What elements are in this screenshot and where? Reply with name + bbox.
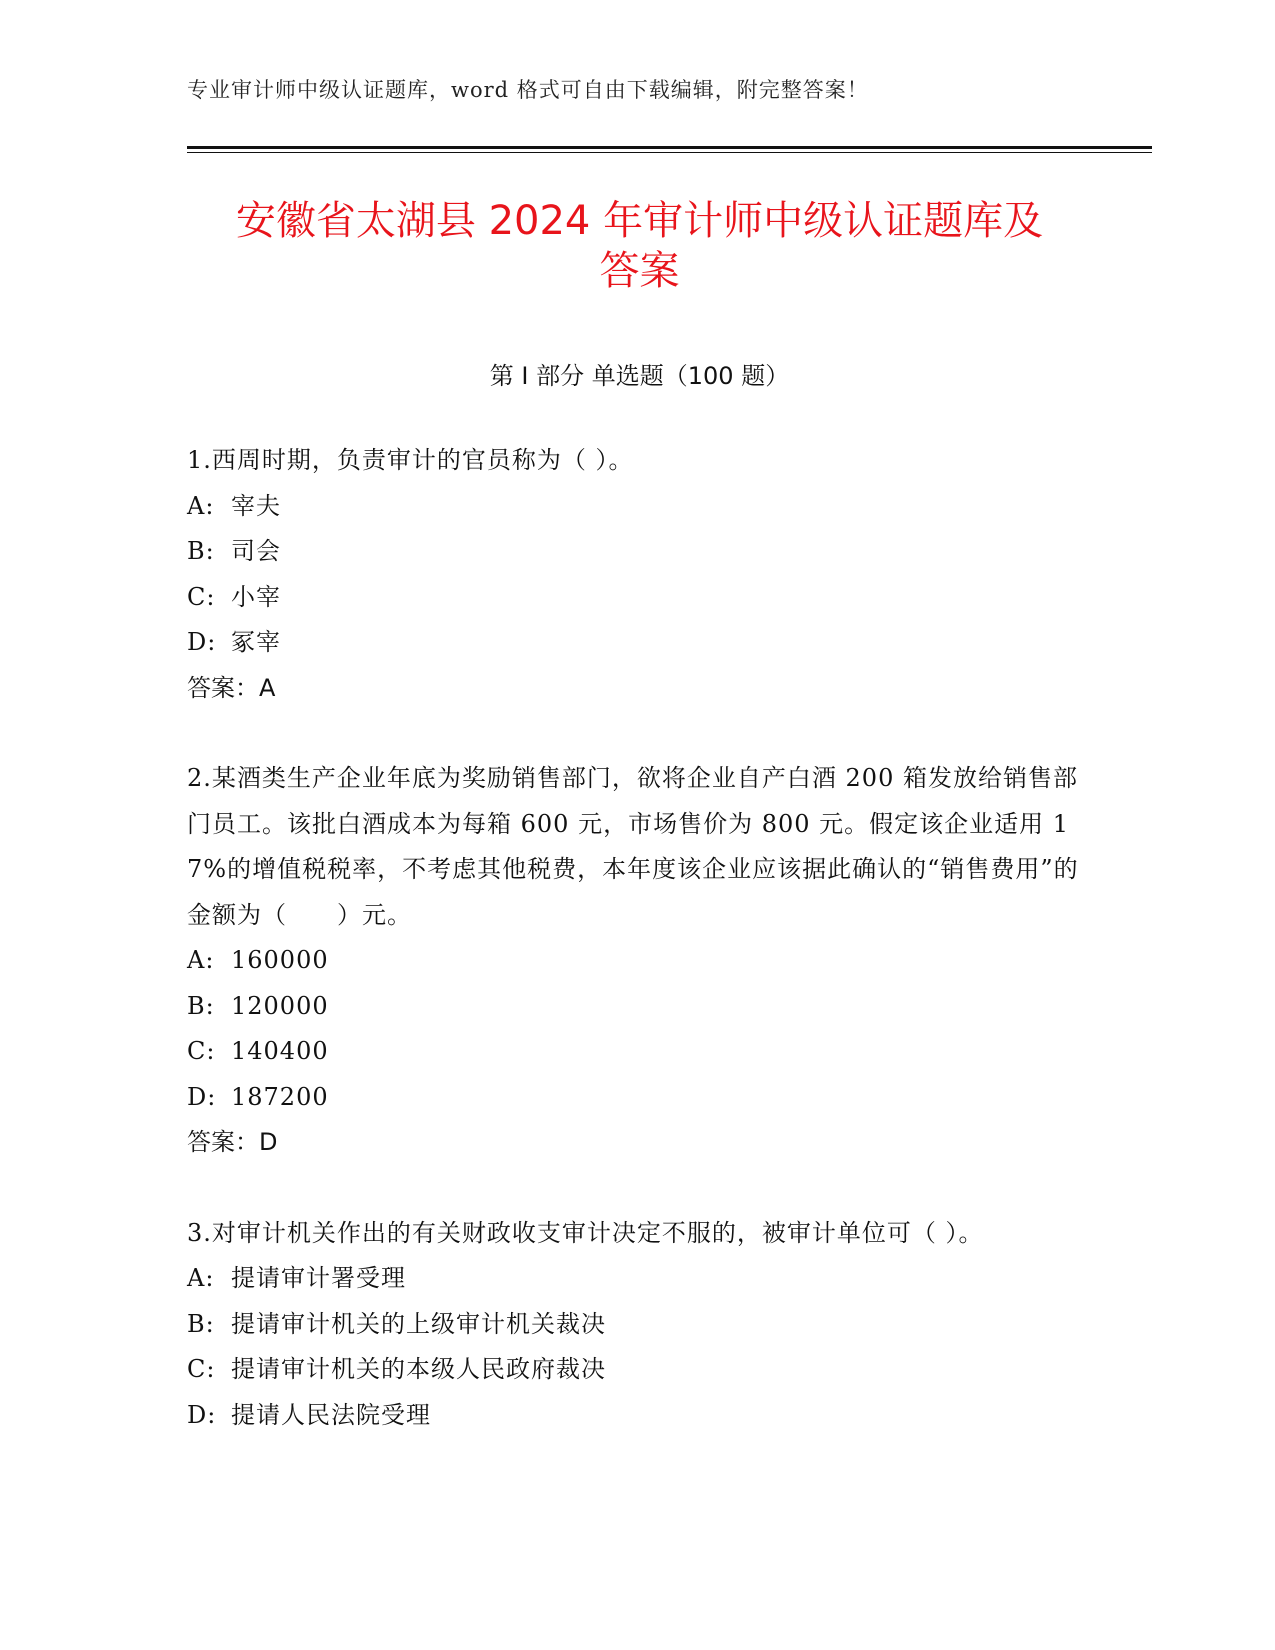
option-letter: C: — [187, 1355, 216, 1383]
option-text: 160000 — [231, 946, 329, 974]
option-text: 120000 — [231, 991, 329, 1020]
option-c — [187, 575, 1087, 621]
option-c — [187, 1029, 1087, 1075]
option-text: 小宰 — [231, 582, 281, 611]
question-3 — [187, 1211, 1087, 1439]
option-text: 提请审计署受理 — [231, 1264, 406, 1292]
option-text: 187200 — [231, 1082, 329, 1111]
option-a — [187, 484, 1087, 530]
option-letter: D: — [187, 1082, 217, 1111]
option-b — [187, 984, 1087, 1030]
header-rule-thick — [187, 146, 1152, 149]
header-note: 专业审计师中级认证题库，word 格式可自由下载编辑，附完整答案！ — [187, 78, 869, 102]
option-b — [187, 1302, 1087, 1348]
question-2 — [187, 756, 1087, 1166]
option-text: 冢宰 — [231, 628, 281, 656]
section-heading: 第 I 部分 单选题（100 题） — [489, 362, 790, 390]
option-d — [187, 1393, 1087, 1439]
question-1 — [187, 438, 1087, 711]
option-text: 提请人民法院受理 — [231, 1400, 431, 1429]
document-title — [187, 196, 1092, 296]
option-text: 140400 — [231, 1037, 329, 1065]
option-text: 提请审计机关的本级人民政府裁决 — [231, 1355, 606, 1383]
option-letter: A: — [187, 946, 215, 974]
option-text: 司会 — [231, 537, 281, 565]
option-letter: B: — [187, 1309, 215, 1338]
option-letter: A: — [187, 1264, 215, 1292]
option-letter: D: — [187, 1400, 217, 1429]
header-rule-thin — [187, 152, 1152, 153]
option-d — [187, 1075, 1087, 1121]
question-stem: 1.西周时期，负责审计的官员称为（ ）。 — [187, 446, 634, 474]
answer-line: 答案：A — [187, 673, 276, 702]
option-c — [187, 1347, 1087, 1393]
option-text: 提请审计机关的上级审计机关裁决 — [231, 1309, 606, 1338]
option-a — [187, 1256, 1087, 1302]
answer-line: 答案：D — [187, 1128, 278, 1156]
question-stem: 2.某酒类生产企业年底为奖励销售部门，欲将企业自产白酒 200 箱发放给销售部门员工。该批白酒成本为每箱 600 元，市场售价为 800 元。假定该企业适用 17%的增值税税率，不考虑其他税费，本年度该企业应该据此确认的“销售费用”的金额为（ ）元。 — [187, 764, 1079, 929]
question-stem: 3.对审计机关作出的有关财政收支审计决定不服的，被审计单位可（ ）。 — [187, 1218, 984, 1247]
option-letter: A: — [187, 491, 215, 520]
option-d — [187, 620, 1087, 666]
option-letter: D: — [187, 628, 217, 656]
question-list — [187, 438, 1087, 1483]
document-title-line-2: 答案 — [599, 248, 680, 294]
option-letter: B: — [187, 991, 215, 1020]
option-letter: B: — [187, 537, 215, 565]
option-letter: C: — [187, 1037, 216, 1065]
option-text: 宰夫 — [231, 491, 281, 520]
option-a — [187, 938, 1087, 984]
document-title-line-1: 安徽省太湖县 2024 年审计师中级认证题库及 — [235, 198, 1044, 244]
option-b — [187, 529, 1087, 575]
option-letter: C: — [187, 582, 216, 611]
